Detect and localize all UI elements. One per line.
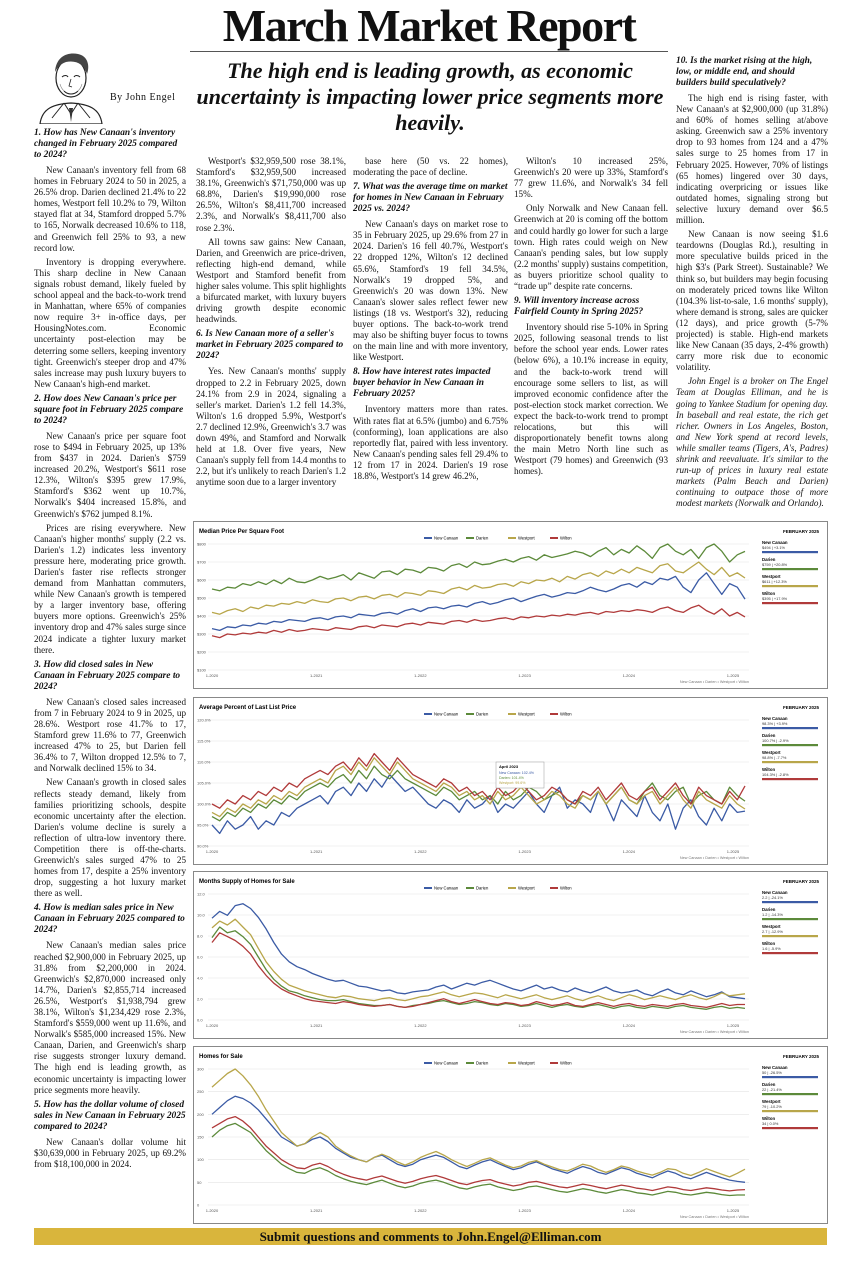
question-heading: 4. How is median sales price in New Canaan in February 2025 compared to 2024? xyxy=(34,903,185,936)
side-legend-name: Darien xyxy=(762,557,776,562)
side-legend-stat: 98.3% | +3.9% xyxy=(762,721,788,726)
x-tick-label: 1-2025 xyxy=(726,849,740,854)
article-paragraph: Westport's $32,959,500 rose 38.1%, Stamford's $32,959,500 increased 38.1%, Greenwich's $71,750,000 was up 68.8%, Darien's $19,990,000 rose 26.5%, Wilton's $8,411,700 increased 2.3%, and Norwalk's $8,411,700 also rose 2.3%. xyxy=(196,156,346,233)
side-legend-bar xyxy=(762,778,818,780)
legend-label: Westport xyxy=(518,535,535,541)
side-legend-bar xyxy=(762,1093,818,1095)
x-tick-label: 1-2025 xyxy=(726,1208,740,1213)
side-legend-name: Wilton xyxy=(762,941,776,946)
side-legend-name: Darien xyxy=(762,1082,776,1087)
side-legend-stat: 104.3% | -2.8% xyxy=(762,772,789,777)
side-legend-bar xyxy=(762,727,818,729)
article-column-5 xyxy=(676,52,828,512)
contact-banner: Submit questions and comments to John.Engel@Elliman.com xyxy=(34,1228,827,1245)
side-legend-name: Westport xyxy=(762,574,781,579)
y-tick-label: 250 xyxy=(197,1089,204,1095)
chart-svg xyxy=(194,698,827,864)
y-tick-label: $300 xyxy=(197,631,206,637)
y-tick-label: 4.0 xyxy=(197,975,203,981)
y-tick-label: $700 xyxy=(197,559,206,565)
side-legend-bar xyxy=(762,761,818,763)
y-tick-label: 95.0% xyxy=(197,822,209,828)
x-tick-label: 1-2022 xyxy=(414,1023,427,1028)
chart-period: FEBRUARY 2025 xyxy=(782,705,819,710)
side-legend-stat: $759 | +20.8% xyxy=(762,562,788,567)
side-legend-stat: 98.8% | -7.7% xyxy=(762,755,787,760)
article-column-1 xyxy=(34,124,186,1173)
side-legend-stat: 2.7 | -12.9% xyxy=(762,929,783,934)
x-tick-label: 1-2023 xyxy=(518,673,531,678)
legend-label: Darien xyxy=(476,1060,489,1066)
side-legend-stat: $395 | +17.9% xyxy=(762,596,788,601)
side-legend-name: New Canaan xyxy=(762,1065,788,1070)
article-paragraph: Only Norwalk and New Canaan fell. Greenwich at 20 is coming off the bottom and could hardly go lower for such a large town. High rates could weigh on New Canaan's pending sales, but low supply (2.2 months' supply) sustains competition, as buyers prioritize school quality to “trade up” despite rate concerns. xyxy=(514,203,668,292)
legend-label: Darien xyxy=(476,885,489,891)
x-tick-label: 1-2025 xyxy=(726,673,740,678)
side-legend-bar xyxy=(762,744,818,746)
side-legend-stat: 34 | 0.0% xyxy=(762,1121,779,1126)
chart-source: New Canaan • Darien • Westport • Wilton xyxy=(679,856,749,860)
y-tick-label: 2.0 xyxy=(197,996,203,1002)
x-tick-label: 1-2022 xyxy=(414,849,427,854)
legend-label: New Canaan xyxy=(434,885,459,891)
article-paragraph: New Canaan's growth in closed sales reflects steady demand, likely from families prioritizing schools, despite economic uncertainty after the election. Darien's volume decline is surely a reflection of ultra-low inventory there. Competition there is off-the-charts. Greenwich's sales surged 47% to 25 homes from 17, despite a 25% inventory drop, suggesting a hot luxury market there as well. xyxy=(34,777,186,899)
article-paragraph: base here (50 vs. 22 homes), moderating the pace of decline. xyxy=(353,156,508,178)
question-heading: 2. How does New Canaan's price per square foot in February 2025 compare to 2024? xyxy=(34,393,184,426)
y-tick-label: $500 xyxy=(197,595,206,601)
chart-title: Median Price Per Square Foot xyxy=(199,529,285,535)
article-paragraph: All towns saw gains: New Canaan, Darien, and Greenwich are price-driven, reflecting high-end demand, while Westport and Stamford benefit from higher sales volume. This split highlights a bifurcated market, with luxury buyers driving growth despite economic headwinds. xyxy=(196,236,346,325)
chart-title: Average Percent of Last List Price xyxy=(199,705,297,711)
article-column-4 xyxy=(514,156,668,480)
legend-label: Wilton xyxy=(560,1060,572,1066)
y-tick-label: 100.0% xyxy=(197,801,211,807)
side-legend-stat: 1.6 | -5.9% xyxy=(762,946,781,951)
article-paragraph: New Canaan's closed sales increased from 7 in February 2024 to 9 in 2025, up 28.6%. Westport rose 41.7% to 17, Stamford grew 11.6% to 77, Greenwich increased 47% to 25, but Darien fell 36.4% to 7, Wilton dropped 12.5% to 7, and Norwalk declined 15% to 34. xyxy=(34,696,186,774)
tooltip-row: Darien: 101.4% xyxy=(499,776,524,780)
side-legend-name: New Canaan xyxy=(762,540,788,545)
x-tick-label: 1-2022 xyxy=(414,673,427,678)
byline: By John Engel xyxy=(110,92,176,103)
side-legend-stat: 22 | -21.4% xyxy=(762,1087,782,1092)
question-heading: 10. Is the market rising at the high, low, or middle end, and should builders build speculatively? xyxy=(676,56,813,88)
y-tick-label: $600 xyxy=(197,577,206,583)
legend-label: Darien xyxy=(476,535,489,541)
y-tick-label: 0 xyxy=(197,1202,200,1208)
side-legend-bar xyxy=(762,602,818,604)
y-tick-label: 8.0 xyxy=(197,933,203,939)
side-legend-bar xyxy=(762,935,818,937)
chart-source: New Canaan • Darien • Westport • Wilton xyxy=(679,1215,749,1219)
side-legend-bar xyxy=(762,1127,818,1129)
side-legend-bar xyxy=(762,551,818,553)
side-legend-stat: 100.7% | -2.9% xyxy=(762,738,789,743)
x-tick-label: 1-2023 xyxy=(518,849,531,854)
y-tick-label: 115.0% xyxy=(197,738,211,744)
tooltip-row: Westport: 99.6% xyxy=(499,781,526,785)
article-paragraph: New Canaan's price per square foot rose to $494 in February 2025, up 13% from $437 in 2024. Darien's $759 increased 20.2%, Westport's $611 rose 12.3%, Wilton's $395 grew 17.9%, Stamford's $362 went up 10.7%, Norwalk's $404 increased 15.8%, and Greenwich's $762 jumped 8.1%. xyxy=(34,430,186,519)
chart-source: New Canaan • Darien • Westport • Wilton xyxy=(679,680,749,684)
side-legend-bar xyxy=(762,1110,818,1112)
y-tick-label: 0.0 xyxy=(197,1017,203,1023)
legend-label: New Canaan xyxy=(434,1060,459,1066)
article-paragraph: John Engel is a broker on The Engel Team at Douglas Elliman, and he is going to Yankee Stadium for opening day. In baseball and real estate, the rich get richer. Owners in Los Angeles, Boston, and New York spend at record levels, while smaller teams (Tigers, A's, Padres) shrink and reevaluate. It's similar to the run-up of prices in luxury real estate markets (Palm Beach and Darien) continuing to outpace those of more modest markets (Norwalk and Orlando). xyxy=(676,376,828,509)
y-tick-label: 105.0% xyxy=(197,780,211,786)
article-paragraph: Inventory matters more than rates. With rates flat at 6.5% (jumbo) and 6.75% (conforming), loan applications are also reportedly flat, paired with less inventory. New Canaan's pending sales fell 29.4% to 12 from 17 in 2024. Darien's 19 rose 18.8%, Westport's 14 grew 46.2%, xyxy=(353,404,508,481)
article-paragraph: Prices are rising everywhere. New Canaan's higher months' supply (2.2 vs. Darien's 1.2) indicates less inventory pressure here, moderating price growth. Darien's faster rise reflects stronger demand from Manhattan commuters, while New Canaan's growth is tempered by a larger inventory base, offering buyers more options. Greenwich's 25% inventory drop and 47% sales surge since 2024 indicate a tighter luxury market there. xyxy=(34,522,186,655)
question-heading: 8. How have interest rates impacted buyer behavior in New Canaan in February 2025? xyxy=(353,367,491,400)
side-legend-name: Wilton xyxy=(762,767,776,772)
article-paragraph: Inventory is dropping everywhere. This sharp decline in New Canaan signals robust demand, likely fueled by school appeal and the back-to-work trend in Manhattan, where 65% of companies now require 3+ in-office days, per HousingNotes.com. Economic uncertainty post-election may be deterring some sellers, keeping inventory tight. Greenwich's steeper drop and 47% sales increase may push luxury buyers to New Canaan's high-end market. xyxy=(34,256,186,389)
y-tick-label: 90.0% xyxy=(197,843,209,849)
x-tick-label: 1-2024 xyxy=(622,1023,636,1028)
chart-title: Homes for Sale xyxy=(199,1054,243,1060)
article-column-2 xyxy=(196,156,346,491)
side-legend-stat: 1.2 | -14.3% xyxy=(762,912,783,917)
side-legend-name: New Canaan xyxy=(762,890,788,895)
question-heading: 6. Is New Canaan more of a seller's market in February 2025 compared to 2024? xyxy=(196,329,344,362)
article-paragraph: Wilton's 10 increased 25%, Greenwich's 20 were up 33%, Stamford's 77 grew 11.6%, and Norwalk's 34 fell 15%. xyxy=(514,156,668,200)
x-tick-label: 1-2024 xyxy=(622,849,636,854)
chart-title: Months Supply of Homes for Sale xyxy=(199,879,295,885)
side-legend-name: Darien xyxy=(762,907,776,912)
chart-svg xyxy=(194,522,827,688)
legend-label: Wilton xyxy=(560,711,572,717)
legend-label: Westport xyxy=(518,711,535,717)
x-tick-label: 1-2020 xyxy=(205,1208,219,1213)
y-tick-label: 100 xyxy=(197,1157,204,1163)
x-tick-label: 1-2023 xyxy=(518,1208,531,1213)
chart-period: FEBRUARY 2025 xyxy=(782,1054,819,1059)
legend-label: Darien xyxy=(476,711,489,717)
y-tick-label: 200 xyxy=(197,1111,204,1117)
x-tick-label: 1-2021 xyxy=(309,849,323,854)
side-legend-bar xyxy=(762,585,818,587)
chart-svg xyxy=(194,1047,827,1223)
x-tick-label: 1-2023 xyxy=(518,1023,531,1028)
chart-months-supply xyxy=(193,871,828,1039)
y-tick-label: 300 xyxy=(197,1066,204,1072)
article-paragraph: New Canaan is now seeing $1.6 teardowns (Douglas Rd.), resulting in more speculative builds priced in the high $3's (Park Street). Sustainable? We think so, but builders may begin focusing on moderately priced towns like Wilton (104.3% list-to-sale, 1.6 months' supply), where demand is strong, sales are quicker (12 days), and price growth (5-7% projected) is stable. High-end markets like New Canaan (35 days, 2-4% growth) carry more risk due to economic volatility. xyxy=(676,229,828,373)
x-tick-label: 1-2020 xyxy=(205,1023,219,1028)
tooltip-title: April 2023 xyxy=(499,764,519,769)
y-tick-label: 110.0% xyxy=(197,759,211,765)
side-legend-stat: 79 | -10.2% xyxy=(762,1104,782,1109)
question-heading: 1. How has New Canaan's inventory changed in February 2025 compared to 2024? xyxy=(34,128,178,160)
side-legend-bar xyxy=(762,918,818,920)
side-legend-name: Wilton xyxy=(762,1116,776,1121)
y-tick-label: 50 xyxy=(197,1179,202,1185)
side-legend-stat: $611 | +12.3% xyxy=(762,579,787,584)
question-heading: 7. What was the average time on market for homes in New Canaan in February 2025 vs. 2024? xyxy=(353,182,508,215)
article-paragraph: New Canaan's dollar volume hit $30,639,000 in February 2025, up 69.2% from $18,100,000 in 2024. xyxy=(34,1136,186,1169)
side-legend-stat: 50 | -26.5% xyxy=(762,1070,782,1075)
question-heading: 9. Will inventory increase across Fairfield County in Spring 2025? xyxy=(514,296,644,318)
x-tick-label: 1-2025 xyxy=(726,1023,740,1028)
article-paragraph: Inventory should rise 5-10% in Spring 2025, following seasonal trends to list before the school year ends. Lower rates (below 6%), a 10.1% increase in equity, and the back-to-work trend will encourage some sellers to list, as will improved economic confidence after the post-election stock market correction. We expect the back-to-work trend to prompt relocations, but this will disproportionately benefit towns along the main Metro North line such as Westport (79 homes) and Greenwich (93 homes). xyxy=(514,322,668,477)
y-tick-label: $200 xyxy=(197,649,206,655)
headline: The high end is leading growth, as economic uncertainty is impacting lower price segments more heavily. xyxy=(196,58,664,135)
x-tick-label: 1-2021 xyxy=(309,673,323,678)
x-tick-label: 1-2021 xyxy=(309,1023,323,1028)
question-heading: 3. How did closed sales in New Canaan in February 2025 compare to 2024? xyxy=(34,659,181,692)
article-paragraph: New Canaan's days on market rose to 35 in February 2025, up 29.6% from 27 in 2024. Darien's 16 fell 40.7%, Westport's 22 dropped 12%, Wilton's 12 declined 65.6%, Stamford's 19 fell 34.5%, Norwalk's 19 dropped 5%, and Greenwich's 20 was down 13%. New Canaan's slower sales reflect fewer new listings (18 vs. Westport's 32), reducing buyer options. The back-to-work trend may also be shifting buyer focus to towns on the main line and with more inventory, like Westport. xyxy=(353,219,508,363)
x-tick-label: 1-2024 xyxy=(622,1208,636,1213)
masthead-title: March Market Report xyxy=(222,0,636,51)
y-tick-label: 150 xyxy=(197,1134,204,1140)
x-tick-label: 1-2020 xyxy=(205,849,219,854)
x-tick-label: 1-2021 xyxy=(309,1208,323,1213)
side-legend-name: Westport xyxy=(762,750,781,755)
article-column-3 xyxy=(353,156,508,485)
tooltip-row: New Canaan: 102.4% xyxy=(499,771,534,775)
y-tick-label: $400 xyxy=(197,613,206,619)
chart-percent-list-price xyxy=(193,697,828,865)
legend-label: Wilton xyxy=(560,885,572,891)
side-legend-name: Westport xyxy=(762,1099,781,1104)
article-paragraph: Yes. New Canaan's months' supply dropped to 2.2 in February 2025, down 24.1% from 2.9 in 2024, signaling a seller's market. Darien's 1.2 fell 14.3%, Wilton's 1.6 dropped 5.9%, Westport's 2.7 declined 12.9%, Greenwich's 3.7 was down 49%, and Stamford and Norwalk held at 1.8. Over five years, New Canaan's supply fell from 14.4 months to 2.2, but it's unlikely to reach Darien's 1.2 anytime soon due to a larger inventory xyxy=(196,366,346,488)
chart-source: New Canaan • Darien • Westport • Wilton xyxy=(679,1030,749,1034)
masthead-rule xyxy=(190,51,668,52)
legend-label: New Canaan xyxy=(434,711,459,717)
x-tick-label: 1-2024 xyxy=(622,673,636,678)
legend-label: Wilton xyxy=(560,535,572,541)
side-legend-name: Darien xyxy=(762,733,776,738)
side-legend-bar xyxy=(762,952,818,954)
article-paragraph: New Canaan's inventory fell from 68 homes in February 2024 to 50 in 2025, a 26.5% drop. Darien declined 21.4% to 22 homes, Westport fell 10.2% to 79, Wilton stayed flat at 34, Stamford dropped 5.7% to 165, Norwalk decreased 10.6% to 118, and Greenwich fell 25% to 93, a new record low. xyxy=(34,165,186,253)
y-tick-label: $100 xyxy=(197,667,206,673)
y-tick-label: $800 xyxy=(197,541,206,547)
legend-label: Westport xyxy=(518,1060,535,1066)
side-legend-name: Wilton xyxy=(762,591,776,596)
side-legend-name: New Canaan xyxy=(762,716,788,721)
legend-label: Westport xyxy=(518,885,535,891)
legend-label: New Canaan xyxy=(434,535,459,541)
question-heading: 5. How has the dollar volume of closed sales in New Canaan in February 2025 compared to 2024? xyxy=(34,1099,186,1132)
chart-period: FEBRUARY 2025 xyxy=(782,529,819,534)
x-tick-label: 1-2022 xyxy=(414,1208,427,1213)
x-tick-label: 1-2020 xyxy=(205,673,219,678)
y-tick-label: 10.0 xyxy=(197,912,205,918)
side-legend-bar xyxy=(762,1076,818,1078)
article-paragraph: The high end is rising faster, with New Canaan's at $2,900,000 (up 31.8%) and 60% of homes selling at/above asking. Greenwich saw a 25% inventory drop to 93 homes from 124 and a 47% sales surge to 25 homes from 17 in February 2025. However, 70% of listings (65 homes) lingered over 30 days, indicating overpricing or issues like outdated homes, signaling strong but selective luxury demand over $6.5 million. xyxy=(676,93,828,226)
chart-price-per-sqft xyxy=(193,521,828,689)
side-legend-bar xyxy=(762,568,818,570)
y-tick-label: 12.0 xyxy=(197,891,205,897)
side-legend-bar xyxy=(762,901,818,903)
author-portrait-illustration xyxy=(36,48,106,124)
chart-period: FEBRUARY 2025 xyxy=(782,879,819,884)
y-tick-label: 6.0 xyxy=(197,954,203,960)
y-tick-label: 120.0% xyxy=(197,717,211,723)
side-legend-stat: 2.2 | -24.1% xyxy=(762,895,783,900)
side-legend-name: Westport xyxy=(762,924,781,929)
article-paragraph: New Canaan's median sales price reached $2,900,000 in February 2025, up 31.8% from $2,200,000 in 2024. Greenwich's $2,870,000 increased only 14.7%, Darien's $2,855,714 increased 26.5%, Westport's $1,938,794 grew 38.1%, Wilton's $1,234,429 rose 2.3%, Stamford's $559,000 went up 11.6%, and Norwalk's $585,000 increased 15%. New Canaan, Darien, and Greenwich's sharp rise suggests stronger luxury demand. The high end is leading growth, as economic uncertainty is impacting lower price segments more heavily. xyxy=(34,940,186,1095)
chart-svg xyxy=(194,872,827,1038)
side-legend-stat: $494 | +3.1% xyxy=(762,545,785,550)
chart-homes-for-sale xyxy=(193,1046,828,1224)
